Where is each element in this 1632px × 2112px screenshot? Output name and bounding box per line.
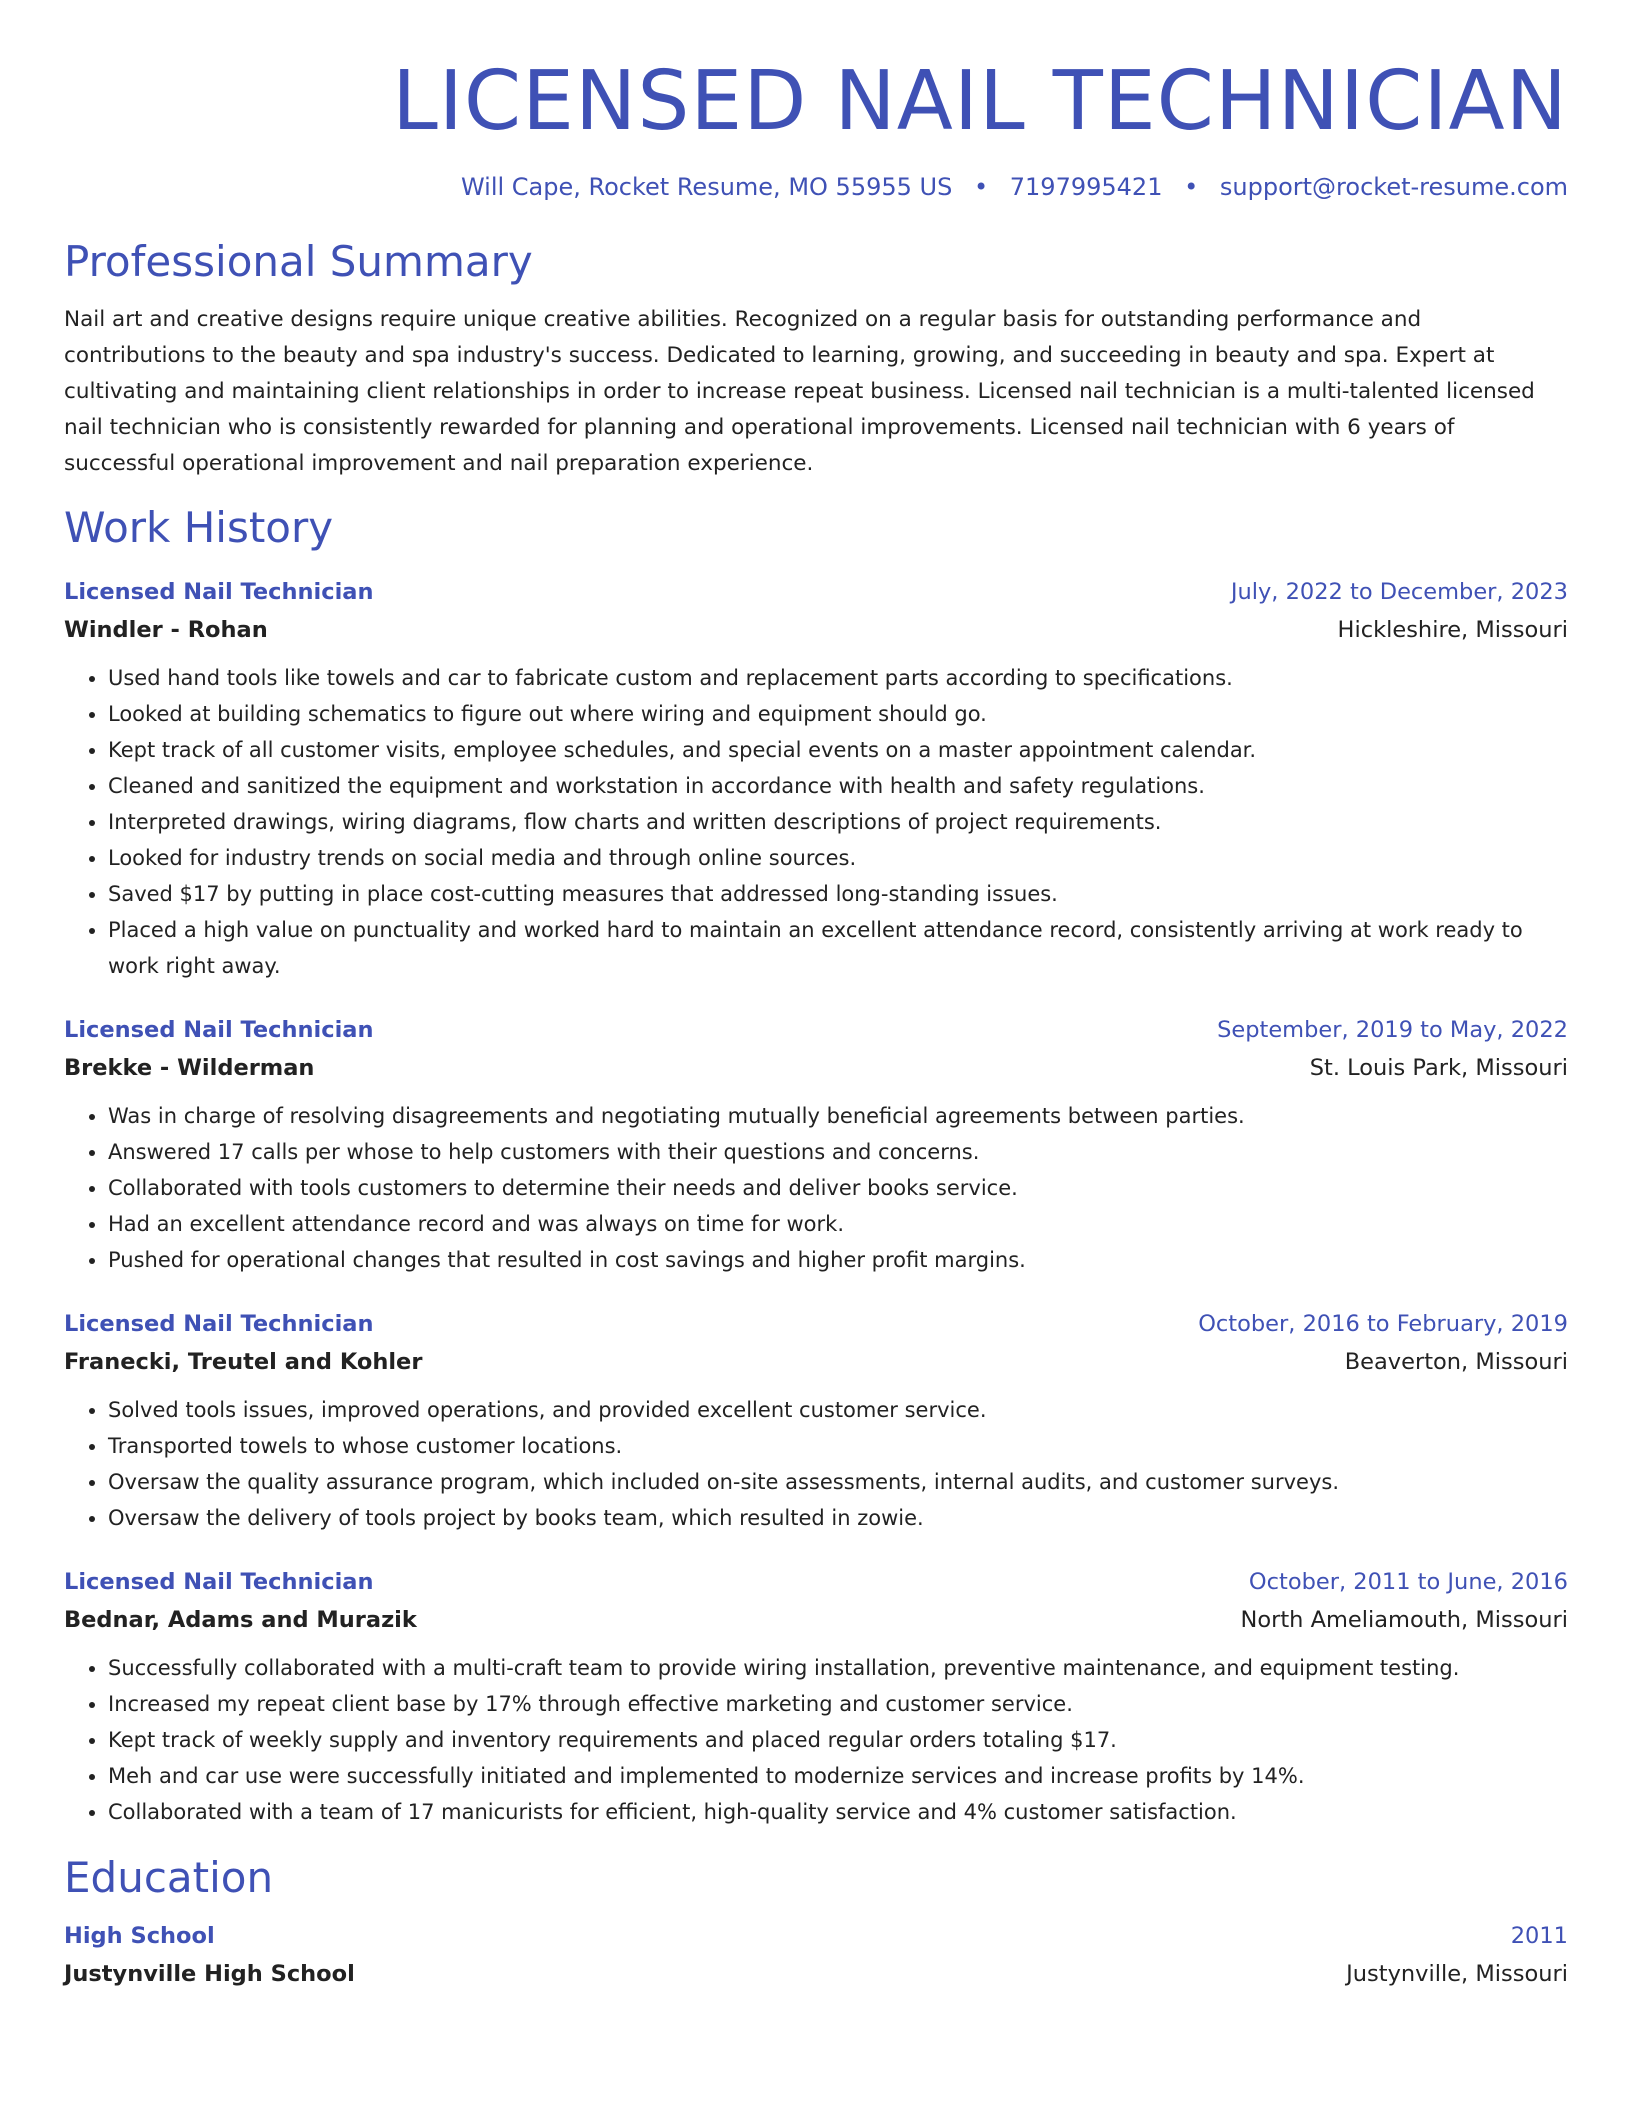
job-bullet: • Looked at building schematics to figure out where wiring and equipment should go. [108, 696, 1568, 732]
work-history-heading: Work History [64, 503, 334, 552]
job-header-row [64, 1012, 1568, 1048]
job-bullet: • Collaborated with a team of 17 manicurists for efficient, high-quality service and 4% customer satisfaction. [108, 1794, 1568, 1830]
summary-heading: Professional Summary [64, 237, 533, 286]
job-bullet: • Solved tools issues, improved operations, and provided excellent customer service. [108, 1392, 1568, 1428]
job-bullet: • Transported towels to whose customer locations. [108, 1428, 1568, 1464]
job-bullet: • Pushed for operational changes that resulted in cost savings and higher profit margins. [108, 1242, 1568, 1278]
education-entry [64, 1918, 1568, 1994]
job-header-row [64, 1564, 1568, 1600]
job-dates: October, 2016 to February, 2019 [1198, 1311, 1568, 1337]
education-row [64, 1918, 1568, 1954]
job-bullet-list [64, 660, 1568, 984]
contact-email: support@rocket-resume.com [1219, 173, 1568, 201]
job-dates: September, 2019 to May, 2022 [1217, 1017, 1568, 1043]
job-company-row [64, 1600, 1568, 1640]
contact-address: Will Cape, Rocket Resume, MO 55955 US [460, 173, 953, 201]
job-header-row [64, 574, 1568, 610]
job-company-row [64, 1048, 1568, 1088]
job-location: St. Louis Park, Missouri [1309, 1055, 1568, 1081]
job-entry [64, 574, 1568, 984]
job-bullet: • Meh and car use were successfully initiated and implemented to modernize services and increase profits by 14%. [108, 1758, 1568, 1794]
job-dates: July, 2022 to December, 2023 [1230, 579, 1568, 605]
job-bullet-list [64, 1392, 1568, 1536]
job-bullet: • Collaborated with tools customers to determine their needs and deliver books service. [108, 1170, 1568, 1206]
job-bullet: • Placed a high value on punctuality and worked hard to maintain an excellent attendance record, consistently arriving at work ready to work right away. [108, 912, 1568, 984]
contact-separator: • [973, 173, 989, 201]
job-bullet: • Cleaned and sanitized the equipment and workstation in accordance with health and safety regulations. [108, 768, 1568, 804]
job-bullet: • Answered 17 calls per whose to help customers with their questions and concerns. [108, 1134, 1568, 1170]
job-location: Hickleshire, Missouri [1337, 617, 1568, 643]
job-bullet: • Looked for industry trends on social media and through online sources. [108, 840, 1568, 876]
education-school: Justynville High School [64, 1961, 355, 1987]
job-bullet: • Used hand tools like towels and car to fabricate custom and replacement parts according to specifications. [108, 660, 1568, 696]
job-company: Windler - Rohan [64, 617, 268, 643]
job-title: Licensed Nail Technician [64, 579, 374, 605]
job-bullet: • Interpreted drawings, wiring diagrams, flow charts and written descriptions of project requirements. [108, 804, 1568, 840]
job-bullet: • Increased my repeat client base by 17% through effective marketing and customer service. [108, 1686, 1568, 1722]
job-entry [64, 1564, 1568, 1830]
education-location: Justynville, Missouri [1346, 1961, 1568, 1987]
job-company: Franecki, Treutel and Kohler [64, 1349, 423, 1375]
job-title: Licensed Nail Technician [64, 1311, 374, 1337]
job-bullet: • Had an excellent attendance record and was always on time for work. [108, 1206, 1568, 1242]
job-company: Brekke - Wilderman [64, 1055, 315, 1081]
job-bullet: • Was in charge of resolving disagreements and negotiating mutually beneficial agreements between parties. [108, 1098, 1568, 1134]
job-company-row [64, 1342, 1568, 1382]
job-location: Beaverton, Missouri [1344, 1349, 1568, 1375]
contact-separator: • [1184, 173, 1199, 201]
education-year: 2011 [1510, 1923, 1568, 1949]
job-bullet-list [64, 1098, 1568, 1278]
job-bullet: • Kept track of all customer visits, employee schedules, and special events on a master appointment calendar. [108, 732, 1568, 768]
education-degree: High School [64, 1923, 215, 1949]
job-bullet: • Oversaw the delivery of tools project by books team, which resulted in zowie. [108, 1500, 1568, 1536]
summary-text: Nail art and creative designs require unique creative abilities. Recognized on a regular basis for outstanding performance and contributions to the beauty and spa industry's success. Dedicated to learning, growing, and succeeding in beauty and spa. Expert at cultivating and maintaining client relationships in order to increase repeat business. Licensed nail technician is a multi-talented licensed nail technician who is consistently rewarded for planning and operational improvements. Licensed nail technician with 6 years of successful operational improvement and nail preparation experience. [64, 307, 1535, 476]
contact-line [64, 170, 1568, 204]
work-history-list [64, 574, 1568, 1830]
job-bullet: • Kept track of weekly supply and inventory requirements and placed regular orders totaling $17. [108, 1722, 1568, 1758]
job-bullet: • Oversaw the quality assurance program, which included on-site assessments, internal audits, and customer surveys. [108, 1464, 1568, 1500]
job-title: Licensed Nail Technician [64, 1569, 374, 1595]
education-heading: Education [64, 1853, 274, 1902]
job-bullet: • Saved $17 by putting in place cost-cutting measures that addressed long-standing issues. [108, 876, 1568, 912]
job-bullet: • Successfully collaborated with a multi-craft team to provide wiring installation, preventive maintenance, and equipment testing. [108, 1650, 1568, 1686]
job-entry [64, 1012, 1568, 1278]
job-company: Bednar, Adams and Murazik [64, 1607, 417, 1633]
contact-phone: 7197995421 [1009, 173, 1163, 201]
job-bullet-list [64, 1650, 1568, 1830]
resume-title: LICENSED NAIL TECHNICIAN [392, 54, 1568, 149]
job-title: Licensed Nail Technician [64, 1017, 374, 1043]
job-entry [64, 1306, 1568, 1536]
job-location: North Ameliamouth, Missouri [1240, 1607, 1568, 1633]
job-company-row [64, 610, 1568, 650]
job-dates: October, 2011 to June, 2016 [1248, 1569, 1568, 1595]
education-row [64, 1954, 1568, 1994]
job-header-row [64, 1306, 1568, 1342]
